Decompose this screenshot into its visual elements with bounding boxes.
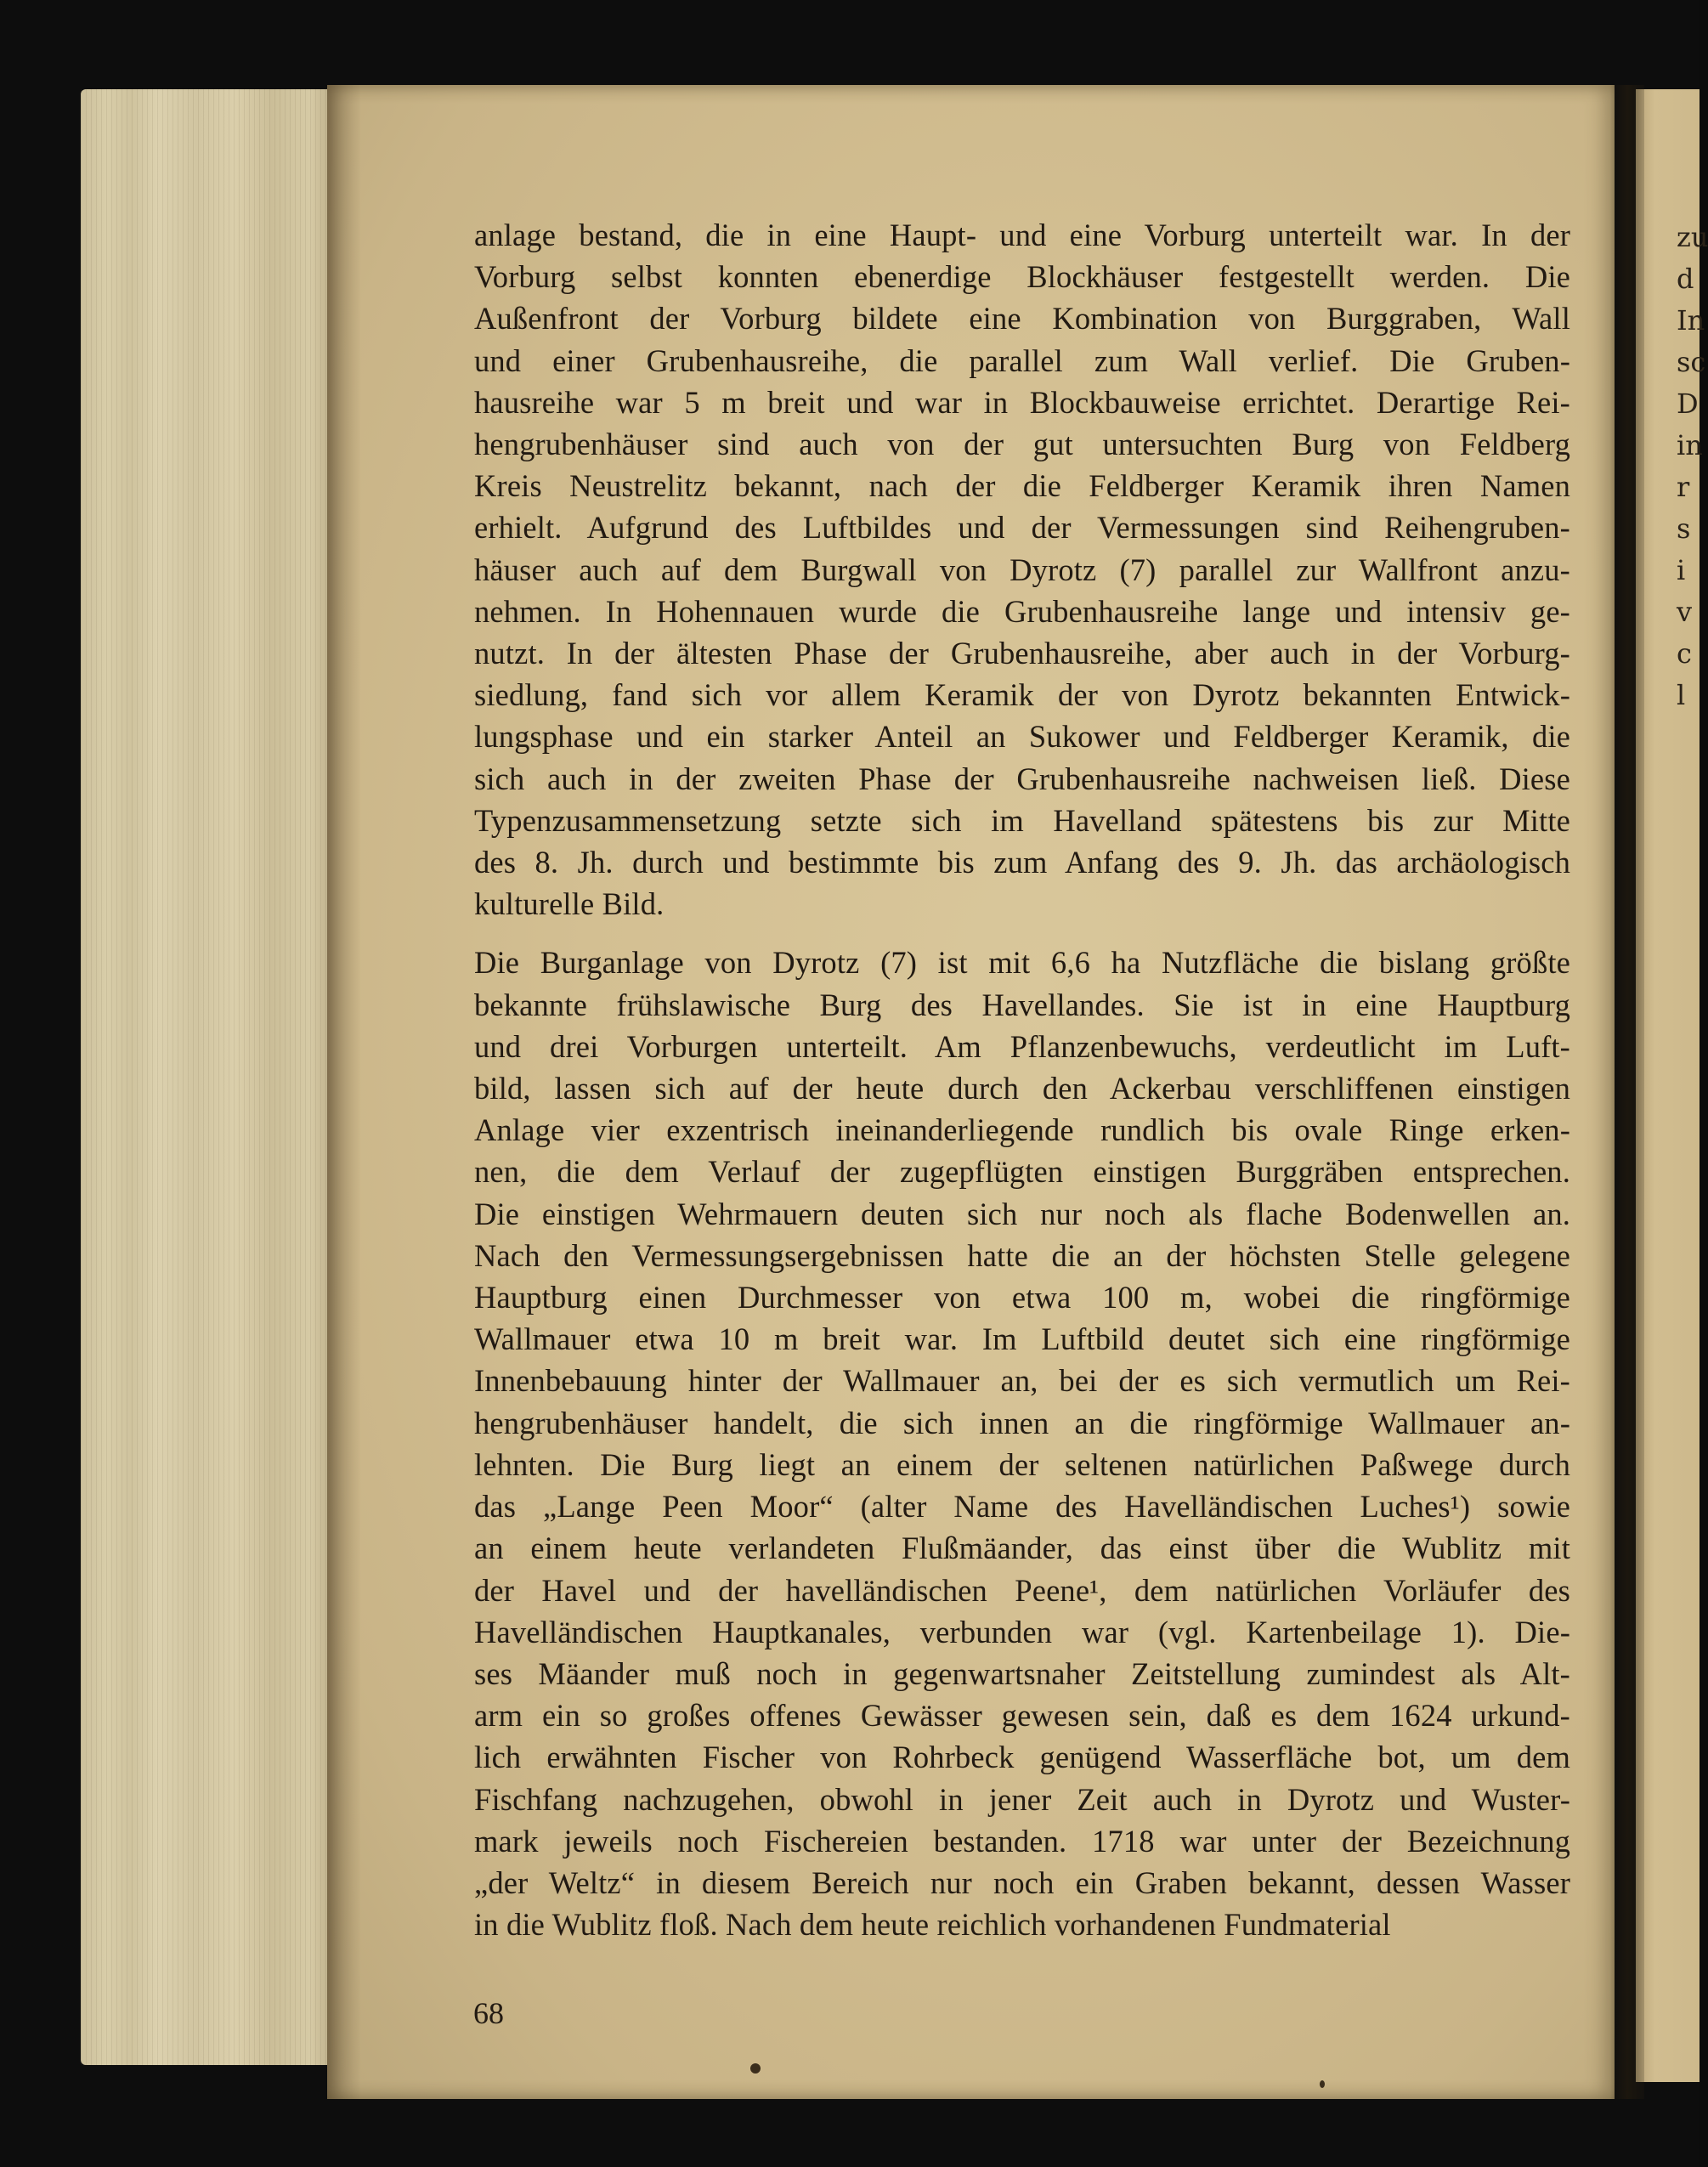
text-line: Havelländischen Hauptkanales, verbunden war (vgl. Kartenbeilage 1). Die- bbox=[474, 1614, 1570, 1649]
body-text bbox=[474, 214, 1570, 1945]
text-line: mark jeweils noch Fischereien bestanden. 1718 war unter der Bezeichnung bbox=[474, 1823, 1570, 1859]
text-line: Typenzusammensetzung setzte sich im Havelland spätestens bis zur Mitte bbox=[474, 802, 1570, 838]
text-line: des 8. Jh. durch und bestimmte bis zum Anfang des 9. Jh. das archäologisch bbox=[474, 845, 1570, 880]
next-page-sliver bbox=[1636, 89, 1708, 2082]
next-page-fragment: v bbox=[1677, 596, 1693, 628]
next-page-fragment: s bbox=[1677, 512, 1691, 545]
text-line: das „Lange Peen Moor“ (alter Name des Havelländischen Luches¹) sowie bbox=[474, 1489, 1570, 1525]
dust-speck bbox=[750, 2063, 761, 2074]
next-page-fragment: c bbox=[1677, 637, 1692, 670]
next-page-fragment: D bbox=[1677, 388, 1699, 420]
next-page-fragments bbox=[1677, 217, 1708, 716]
text-line: in die Wublitz floß. Nach dem heute reichlich vorhandenen Fundmaterial bbox=[474, 1907, 1391, 1943]
text-line: Wallmauer etwa 10 m breit war. Im Luftbild deutet sich eine ringförmige bbox=[474, 1321, 1570, 1357]
paragraph bbox=[474, 942, 1570, 1945]
text-line: lungsphase und ein starker Anteil an Sukower und Feldberger Keramik, die bbox=[474, 719, 1570, 755]
text-line: häuser auch auf dem Burgwall von Dyrotz (7) parallel zur Wallfront anzu- bbox=[474, 552, 1570, 587]
text-line: „der Weltz“ in diesem Bereich nur noch ein Graben bekannt, dessen Wasser bbox=[474, 1864, 1570, 1900]
next-page-fragment: i bbox=[1677, 554, 1686, 586]
text-line: Vorburg selbst konnten ebenerdige Blockhäuser festgestellt werden. Die bbox=[474, 259, 1570, 295]
text-line: Hauptburg einen Durchmesser von etwa 100 m, wobei die ringförmige bbox=[474, 1280, 1570, 1315]
next-page-fragment: zu bbox=[1677, 221, 1708, 253]
text-line: kulturelle Bild. bbox=[474, 886, 665, 922]
text-line: Kreis Neustrelitz bekannt, nach der die Feldberger Keramik ihren Namen bbox=[474, 468, 1570, 504]
text-line: ses Mäander muß noch in gegenwartsnaher Zeitstellung zumindest als Alt- bbox=[474, 1655, 1570, 1691]
text-line: Fischfang nachzugehen, obwohl in jener Zeit auch in Dyrotz und Wuster- bbox=[474, 1781, 1570, 1817]
text-line: siedlung, fand sich vor allem Keramik der von Dyrotz bekannten Entwick- bbox=[474, 677, 1570, 713]
text-line: Die einstigen Wehrmauern deuten sich nur noch als flache Bodenwellen an. bbox=[474, 1196, 1570, 1231]
text-line: Die Burganlage von Dyrotz (7) ist mit 6,6 ha Nutzfläche die bislang größte bbox=[474, 945, 1570, 981]
text-line: lich erwähnten Fischer von Rohrbeck genügend Wasserfläche bot, um dem bbox=[474, 1740, 1570, 1775]
page-number: 68 bbox=[473, 1996, 504, 2030]
text-line: Innenbebauung hinter der Wallmauer an, bei der es sich vermutlich um Rei- bbox=[474, 1363, 1570, 1399]
dust-speck bbox=[1320, 2080, 1325, 2088]
text-line: arm ein so großes offenes Gewässer gewesen sein, daß es dem 1624 urkund- bbox=[474, 1698, 1570, 1734]
text-line: Nach den Vermessungsergebnissen hatte die an der höchsten Stelle gelegene bbox=[474, 1237, 1570, 1273]
next-page-fragment: d bbox=[1677, 263, 1694, 295]
gutter-shadow bbox=[1610, 85, 1644, 2099]
next-page-fragment: l bbox=[1677, 679, 1686, 711]
next-page-fragment: In bbox=[1677, 304, 1705, 337]
text-line: erhielt. Aufgrund des Luftbildes und der Vermessungen sind Reihengruben- bbox=[474, 510, 1570, 546]
text-line: und einer Grubenhausreihe, die parallel zum Wall verlief. Die Gruben- bbox=[474, 342, 1570, 378]
next-page-fragment: r bbox=[1677, 471, 1690, 503]
text-line: hengrubenhäuser handelt, die sich innen an die ringförmige Wallmauer an- bbox=[474, 1405, 1570, 1440]
text-line: nehmen. In Hohennauen wurde die Grubenhausreihe lange und intensiv ge- bbox=[474, 593, 1570, 629]
next-page-fragment: in bbox=[1677, 429, 1703, 461]
text-line: sich auch in der zweiten Phase der Grubenhausreihe nachweisen ließ. Diese bbox=[474, 761, 1570, 796]
book-page-edges bbox=[81, 89, 336, 2065]
text-line: nen, die dem Verlauf der zugepflügten einstigen Burggräben entsprechen. bbox=[474, 1154, 1570, 1190]
paragraph bbox=[474, 214, 1570, 925]
text-line: Anlage vier exzentrisch ineinanderliegende rundlich bis ovale Ringe erken- bbox=[474, 1112, 1570, 1148]
text-line: nutzt. In der ältesten Phase der Grubenhausreihe, aber auch in der Vorburg- bbox=[474, 636, 1570, 671]
text-line: hausreihe war 5 m breit und war in Blockbauweise errichtet. Derartige Rei- bbox=[474, 384, 1570, 420]
text-line: der Havel und der havelländischen Peene¹, dem natürlichen Vorläufer des bbox=[474, 1572, 1570, 1608]
next-page-fragment: sc bbox=[1677, 346, 1706, 378]
text-line: und drei Vorburgen unterteilt. Am Pflanzenbewuchs, verdeutlicht im Luft- bbox=[474, 1028, 1570, 1064]
text-line: anlage bestand, die in eine Haupt- und eine Vorburg unterteilt war. In der bbox=[474, 218, 1570, 252]
text-line: bekannte frühslawische Burg des Havellandes. Sie ist in eine Hauptburg bbox=[474, 987, 1570, 1022]
text-line: lehnten. Die Burg liegt an einem der seltenen natürlichen Paßwege durch bbox=[474, 1446, 1570, 1482]
text-line: hengrubenhäuser sind auch von der gut untersuchten Burg von Feldberg bbox=[474, 427, 1570, 462]
text-line: an einem heute verlandeten Flußmäander, das einst über die Wublitz mit bbox=[474, 1530, 1570, 1566]
text-line: Außenfront der Vorburg bildete eine Kombination von Burggraben, Wall bbox=[474, 301, 1570, 337]
text-line: bild, lassen sich auf der heute durch den Ackerbau verschliffenen einstigen bbox=[474, 1071, 1570, 1106]
